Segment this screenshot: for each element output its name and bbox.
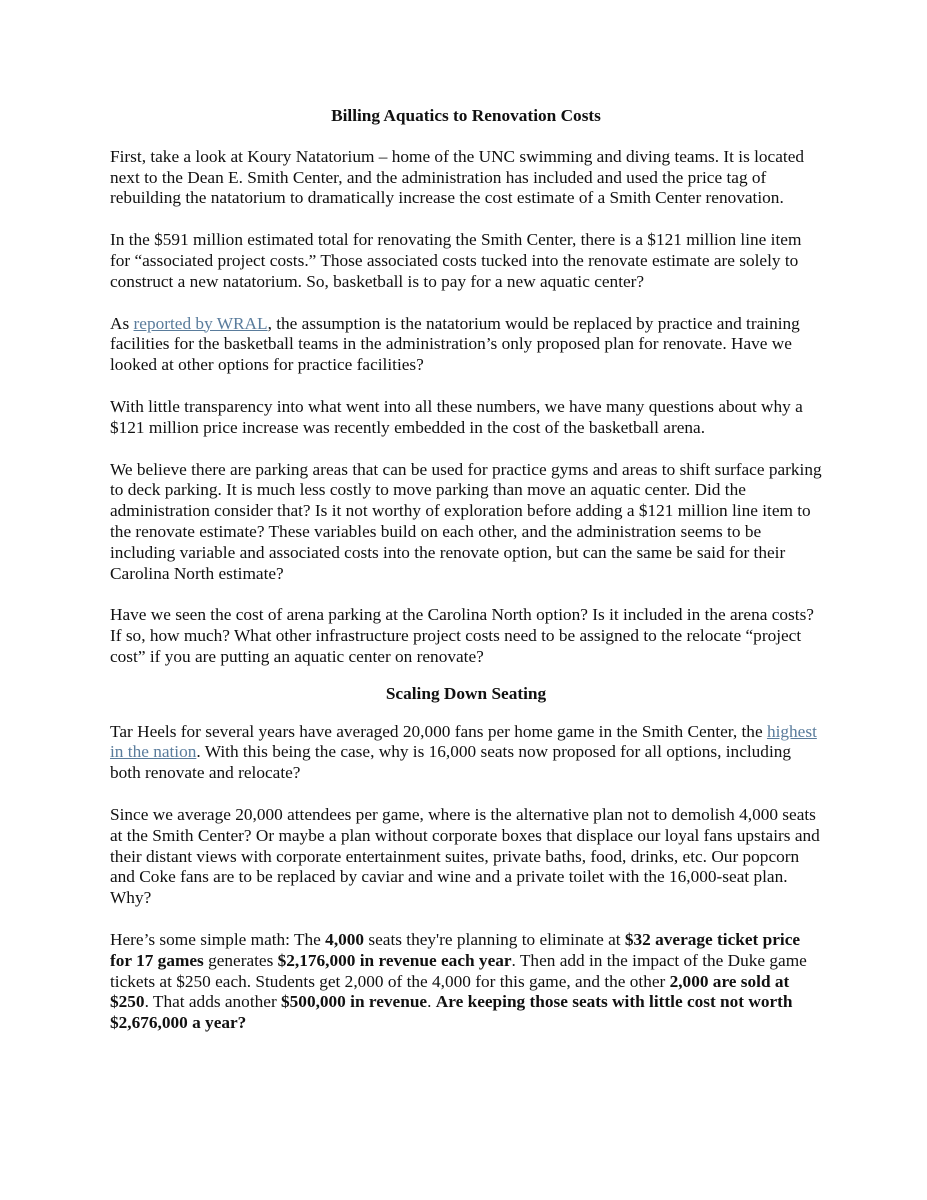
paragraph-591-million: In the $591 million estimated total for renovating the Smith Center, there is a $121 million line item for “associated project costs.” Those associated costs tucked into the renovate estimate are solely to construct a new natatorium. So, basketball is to pay for a new aquatic center? xyxy=(110,230,802,291)
paragraph-koury-natatorium: First, take a look at Koury Natatorium – home of the UNC swimming and diving teams. It is located next to the Dean E. Smith Center, and the administration has included and used the price tag of rebuilding the natatorium to dramatically increase the cost estimate of a Smith Center renovation. xyxy=(110,146,805,208)
paragraph-parking-areas: We believe there are parking areas that can be used for practice gyms and areas to shift surface parking to deck parking. It is much less costly to move parking than move an aquatic center. Did the administration consider that? Is it not worthy of exploration before adding a $121 million line item to the renovate estimate? These variables build on each other, and the administration seems to be including variable and associated costs into the renovate option, but can the same be said for their Carolina North estimate? xyxy=(110,459,822,583)
paragraph-20000-attendees: Since we average 20,000 attendees per game, where is the alternative plan not to demolish 4,000 seats at the Smith Center? Or maybe a plan without corporate boxes that displace our loyal fans upstairs and their distant views with corporate entertainment suites, private baths, food, drinks, etc. Our popcorn and Coke fans are to be replaced by caviar and wine and a private toilet with the 16,000-seat plan. Why? xyxy=(110,804,820,908)
highest-in-the-nation-link[interactable]: highest in the nation xyxy=(110,721,817,762)
paragraph-wral: As reported by WRAL, the assumption is the natatorium would be replaced by practice and training facilities for the basketball teams in the administration’s only proposed plan for renovate. Have we looked at other options for practice facilities? xyxy=(110,313,800,375)
paragraph-tar-heels: Tar Heels for several years have averaged 20,000 fans per home game in the Smith Center, the highest in the nation. With this being the case, why is 16,000 seats now proposed for all options, including both renovate and relocate? xyxy=(110,721,817,783)
paragraph-transparency: With little transparency into what went into all these numbers, we have many questions about why a $121 million price increase was recently embedded in the cost of the basketball arena. xyxy=(110,396,803,437)
document-page xyxy=(110,106,822,1055)
paragraph-simple-math: Here’s some simple math: The 4,000 seats they're planning to eliminate at $32 average ticket price for 17 games generates $2,176,000 in revenue each year. Then add in the impact of the Duke game tickets at $250 each. Students get 2,000 of the 4,000 for this game, and the other 2,000 are sold at $250. That adds another $500,000 in revenue. Are keeping those seats with little cost not worth $2,676,000 a year? xyxy=(110,929,807,1033)
paragraph-carolina-north: Have we seen the cost of arena parking at the Carolina North option? Is it included in the arena costs? If so, how much? What other infrastructure project costs need to be assigned to the relocate “project cost” if you are putting an aquatic center on renovate? xyxy=(110,605,814,666)
section-heading-aquatics: Billing Aquatics to Renovation Costs xyxy=(331,106,601,125)
section-heading-seating: Scaling Down Seating xyxy=(385,683,547,703)
reported-by-wral-link[interactable]: reported by WRAL xyxy=(133,313,268,333)
